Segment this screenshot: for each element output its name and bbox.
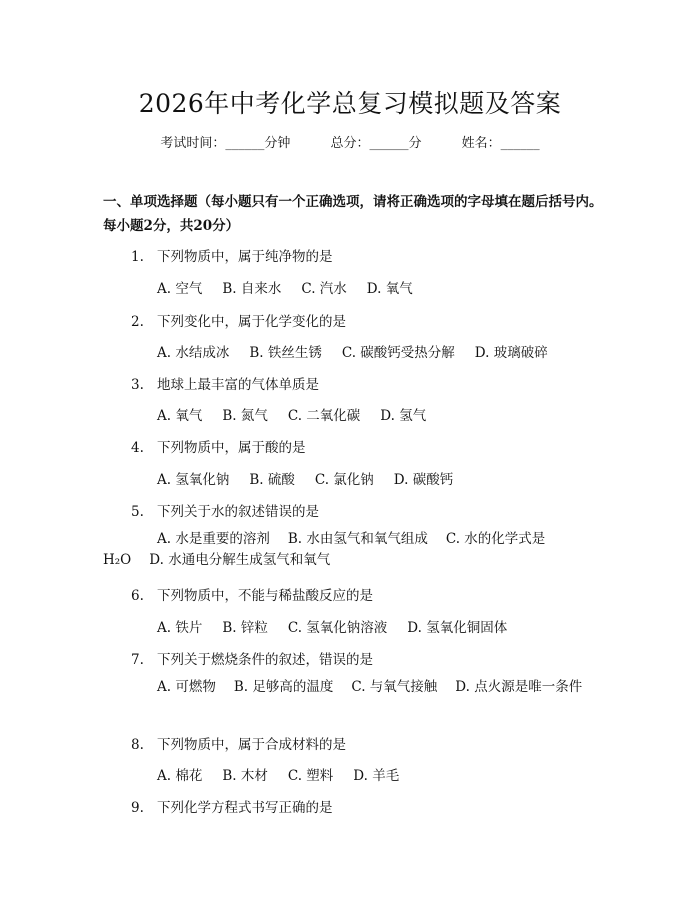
question-item [131,648,373,668]
question-options [157,341,568,361]
option-a: A. 水是重要的溶剂 [157,531,270,547]
question-item [131,796,333,816]
question-options [157,277,433,297]
option-b: B. 氮气 [222,408,268,424]
question-options [103,677,603,698]
option-a: A. 可燃物 [157,679,216,695]
question-stem: 下列物质中，属于酸的是 [157,440,306,456]
question-number: 6. [131,588,144,604]
option-b: B. 木材 [222,768,268,784]
question-number: 2. [131,314,144,330]
option-d: D. 氢氧化铜固体 [407,620,508,636]
question-number: 4. [131,440,144,456]
option-c: C. 氯化钠 [314,472,374,488]
question-number: 8. [131,737,144,753]
question-item [131,245,333,265]
question-number: 1. [131,249,144,265]
question-options [157,468,473,488]
question-options [103,529,603,571]
option-b: B. 硫酸 [249,472,295,488]
question-options [157,616,527,636]
question-stem: 下列物质中，不能与稀盐酸反应的是 [157,588,373,604]
option-d: D. 玻璃破碎 [474,345,548,361]
question-item [131,500,319,520]
option-d: D. 氢气 [380,408,427,424]
option-b: B. 水由氢气和氧气组成 [287,531,428,547]
question-number: 3. [131,377,144,393]
option-c: C. 氢氧化钠溶液 [287,620,388,636]
question-stem: 下列关于水的叙述错误的是 [157,504,319,520]
question-options [157,404,446,424]
question-stem: 下列变化中，属于化学变化的是 [157,314,346,330]
option-c: C. 水的化学式是H₂O [103,531,546,568]
option-a: A. 氧气 [157,408,203,424]
question-item [131,436,306,456]
question-options [157,764,419,784]
question-stem: 地球上最丰富的气体单质是 [157,377,319,393]
question-number: 9. [131,800,144,816]
question-stem: 下列化学方程式书写正确的是 [157,800,333,816]
exam-time-field: 考试时间：______分钟 [160,136,291,151]
question-number: 7. [131,652,144,668]
question-stem: 下列关于燃烧条件的叙述，错误的是 [157,652,373,668]
total-score-field: 总分：______分 [330,136,422,151]
option-c: C. 与氧气接触 [351,679,438,695]
question-item [131,373,319,393]
option-d: D. 点火源是唯一条件 [455,679,583,695]
option-b: B. 自来水 [222,281,282,297]
question-stem: 下列物质中，属于合成材料的是 [157,737,346,753]
option-b: B. 足够高的温度 [233,679,334,695]
option-b: B. 铁丝生锈 [249,345,322,361]
option-c: C. 汽水 [301,281,347,297]
option-c: C. 碳酸钙受热分解 [341,345,455,361]
section-heading: 一、单项选择题（每小题只有一个正确选项，请将正确选项的字母填在题后括号内。每小题2分，共20分） [103,194,603,234]
option-d: D. 羊毛 [353,768,400,784]
question-number: 5. [131,504,144,520]
question-stem: 下列物质中，属于纯净物的是 [157,249,333,265]
question-item [131,733,346,753]
option-a: A. 空气 [157,281,203,297]
option-b: B. 锌粒 [222,620,268,636]
option-d: D. 水通电分解生成氢气和氧气 [149,552,331,568]
option-c: C. 二氧化碳 [287,408,361,424]
document-title: 2026年中考化学总复习模拟题及答案 [138,89,562,118]
question-item [131,584,373,604]
exam-info-line [0,132,700,151]
option-a: A. 铁片 [157,620,203,636]
option-d: D. 氧气 [366,281,413,297]
option-a: A. 棉花 [157,768,203,784]
option-d: D. 碳酸钙 [393,472,454,488]
option-c: C. 塑料 [287,768,334,784]
name-field: 姓名：______ [461,136,540,151]
option-a: A. 水结成冰 [157,345,230,361]
option-a: A. 氢氧化钠 [157,472,230,488]
question-item [131,310,346,330]
